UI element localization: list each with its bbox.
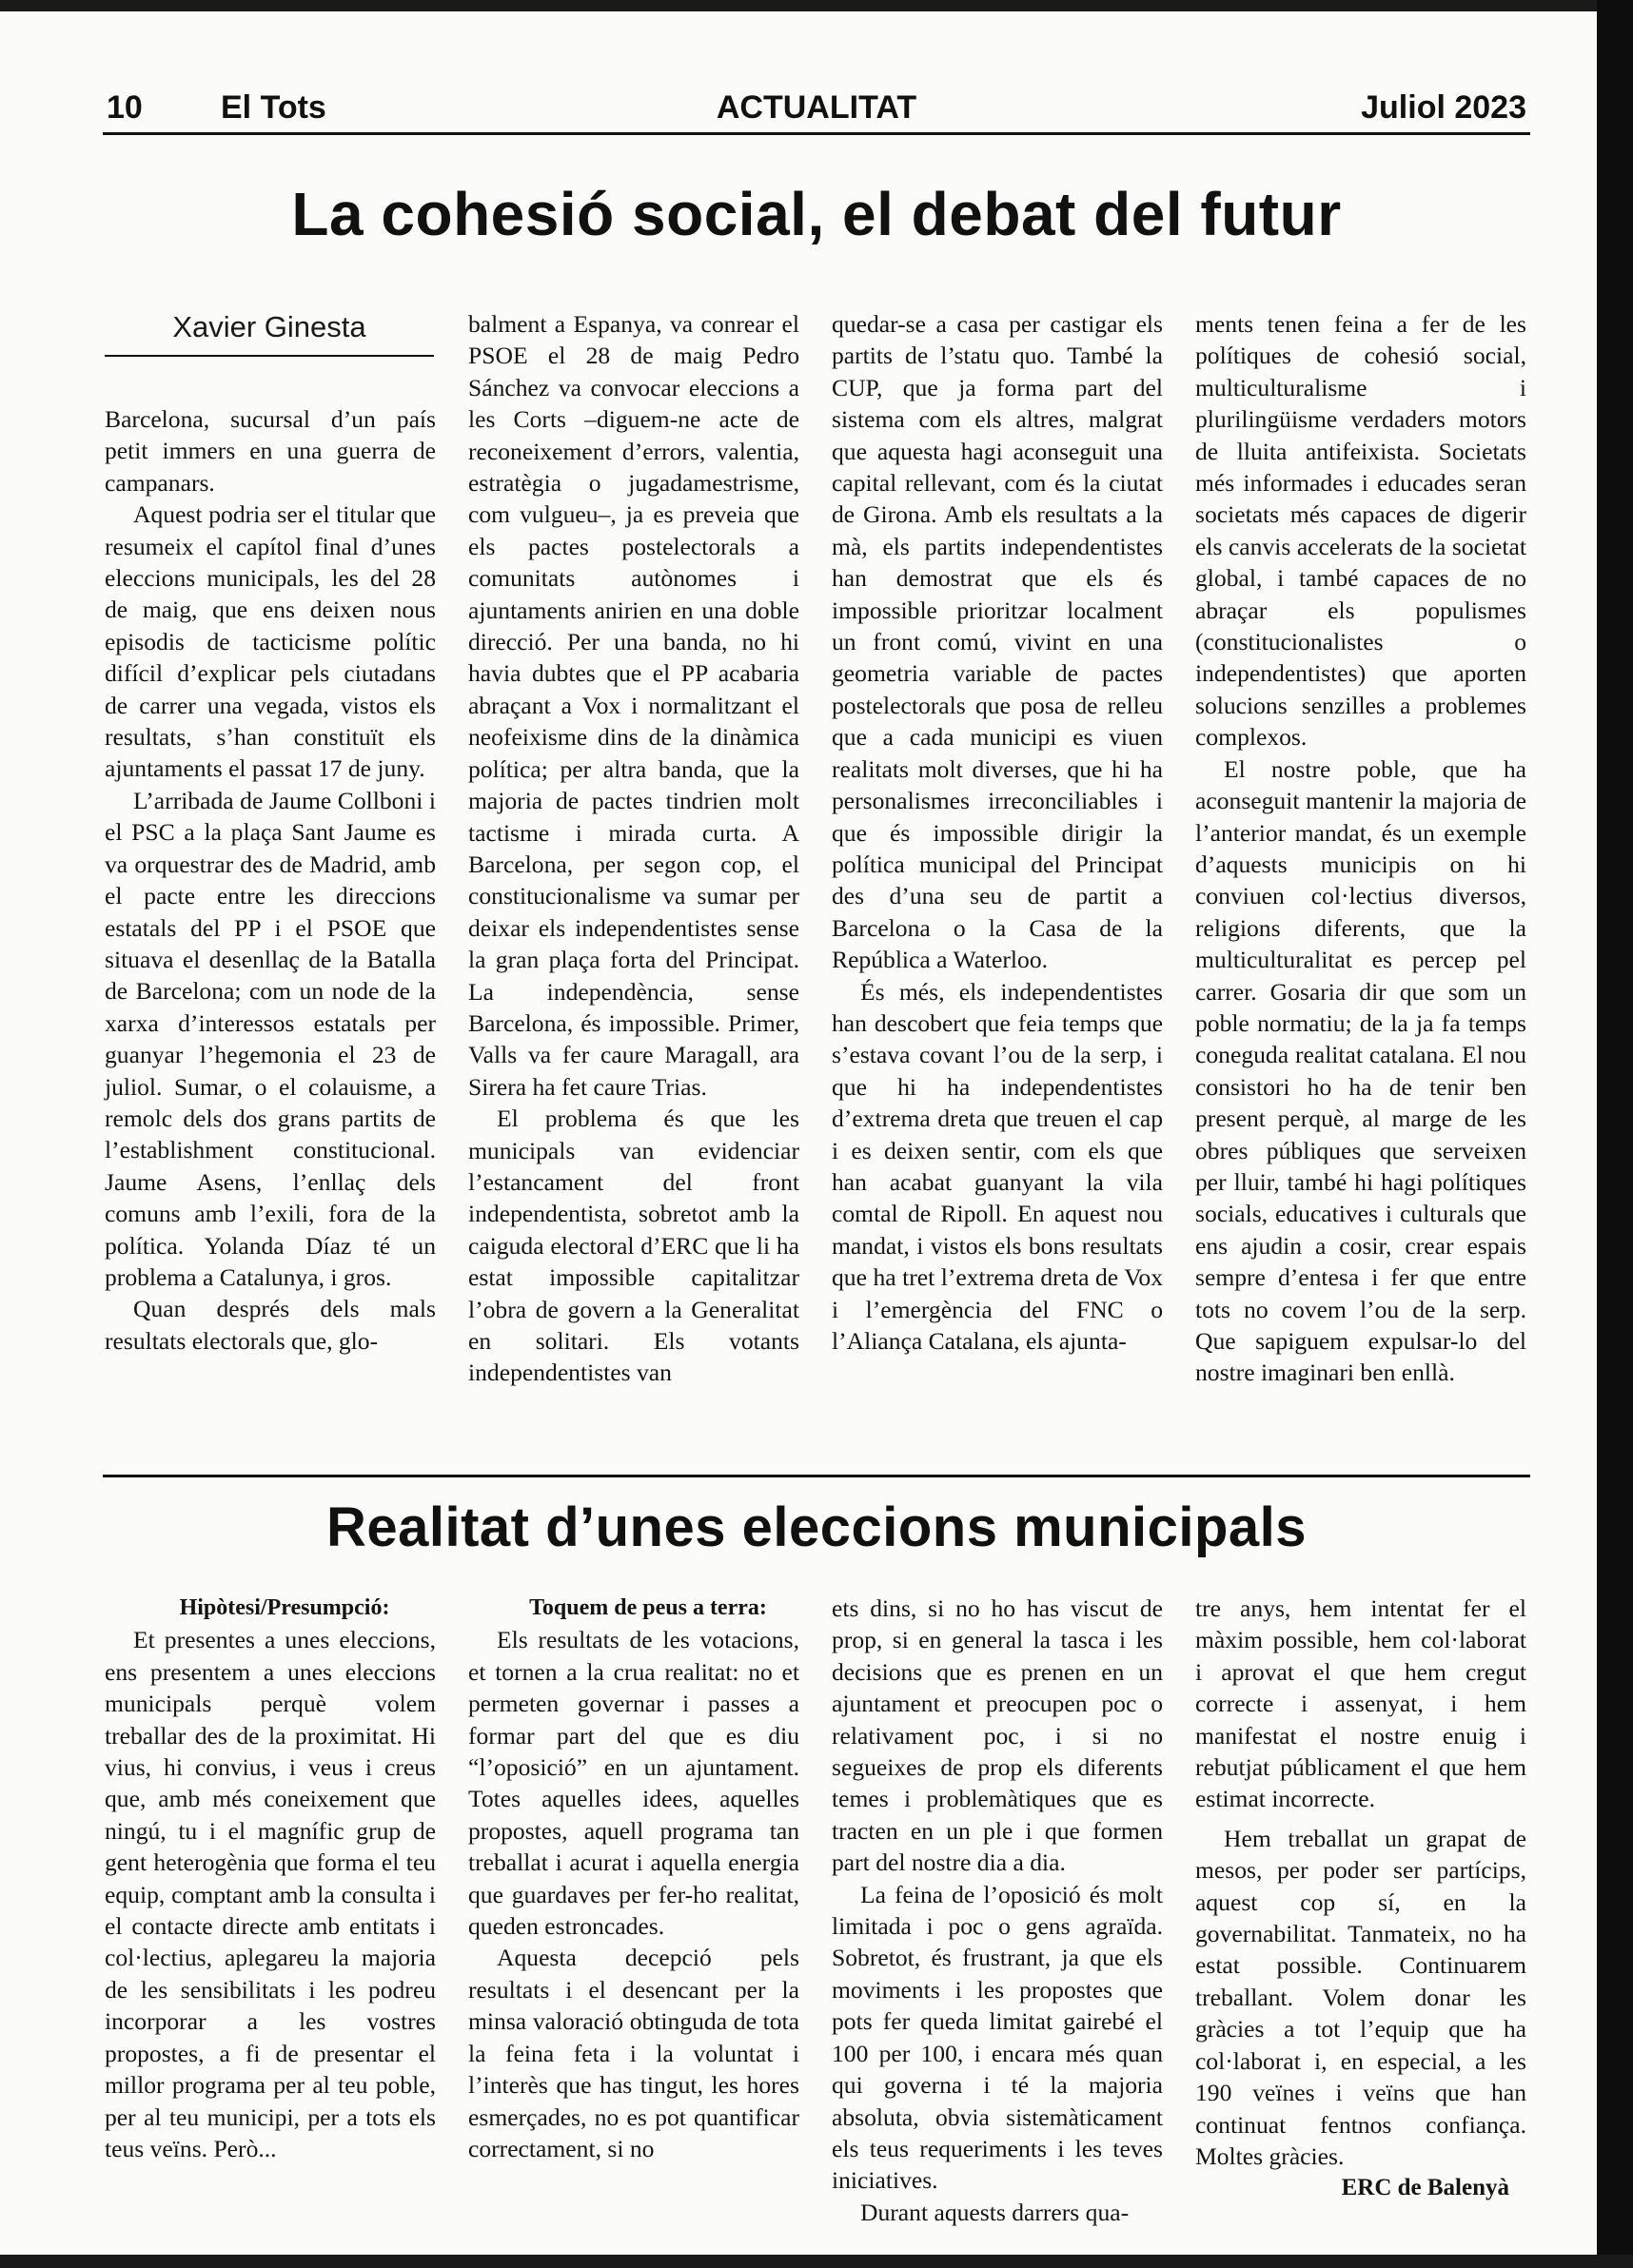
section-title: ACTUALITAT xyxy=(716,89,917,126)
article2-headline: Realitat d’unes eleccions municipals xyxy=(325,1496,1308,1558)
paragraph: tre anys, hem intentat fer el màxim possible, hem col·laborat i aprovat el que hem cregut correcte i assenyat, i hem manifestat el nostre enuig i rebutjat públicament el que hem estimat incorrecte. xyxy=(1195,1594,1526,1813)
paragraph: Hem treballat un grapat de mesos, per poder ser partícips, aquest cop sí, en la governabilitat. Tanmateix, no ha estat possible. Continuarem treballant. Volem donar les gràcies a tot l’equip que ha col·laborat i, en especial, a les 190 veïnes i veïns que han continuat fentnos confiança. Moltes gràcies. xyxy=(1195,1824,1526,2170)
paragraph: El problema és que les municipals van evidenciar l’estancament del front independentista, sobretot amb la caiguda electoral d’ERC que li ha estat impossible capitalitzar l’obra de govern a la Generalitat en solitari. Els votants independentistes van xyxy=(468,1105,799,1387)
paragraph: Durant aquests darrers qua- xyxy=(860,2198,1130,2226)
paragraph: quedar-se a casa per castigar els partits de l’statu quo. També la CUP, que ja forma part del sistema com els altres, malgrat que aquesta hagi aconseguit una capital rellevant, com és la ciutat de Girona. Amb els resultats a la mà, els partits independentistes han demostrat que els és impossible prioritzar localment un front comú, vivint en una geometria variable de pactes postelectorals que posa de relleu que a cada municipi es viuen realitats molt diverses, que hi ha personalismes irreconciliables i que és impossible dirigir la política municipal del Principat des d’una seu de partit a Barcelona o la Casa de la República a Waterloo. xyxy=(832,310,1163,974)
scan-border-right xyxy=(1597,0,1633,2268)
section-subhead: Hipòtesi/Presumpció: xyxy=(179,1595,390,1620)
article1-headline: La cohesió social, el debat del futur xyxy=(291,180,1342,248)
paragraph: És més, els independentistes han descobert que feia temps que s’estava covant l’ou de la serp, i que hi ha independentistes d’extrema dreta que treuen el cap i es deixen sentir, com els que han acabat guanyant la vila comtal de Ripoll. En aquest nou mandat, i vistos els bons resultats que ha tret l’extrema dreta de Vox i l’emergència del FNC o l’Aliança Catalana, els ajunta- xyxy=(832,977,1163,1355)
paragraph: ets dins, si no ho has viscut de prop, si en general la tasca i les decisions que es prenen en un ajuntament et preocupen poc o relativament poc, i si no segueixes de prop els diferents temes i problemàtiques que es tracten en un ple i que formen part del nostre dia a dia. xyxy=(832,1594,1163,1877)
publication-name: El Tots xyxy=(221,89,326,126)
page-number: 10 xyxy=(107,89,143,126)
paragraph: Aquesta decepció pels resultats i el desencant per la minsa valoració obtinguda de tota la feina feta i la voluntat i l’interès que has tingut, les hores esmerçades, no es pot quantificar correctament, si no xyxy=(468,1944,799,2162)
byline-rule xyxy=(105,355,434,357)
article2-column-3 xyxy=(832,1593,1163,2228)
issue-date: Juliol 2023 xyxy=(1361,89,1526,126)
article-separator-rule xyxy=(103,1475,1530,1477)
paragraph: Aquest podria ser el titular que resumeix el capítol final d’unes eleccions municipals, les del 28 de maig, que ens deixen nous episodis de tacticisme polític difícil d’explicar pels ciutadans de carrer una vegada, vistos els resultats, s’han constituït els ajuntaments el passat 17 de juny. xyxy=(105,500,436,783)
paragraph: ments tenen feina a fer de les polítiques de cohesió social, multiculturalisme i plurilingüisme verdaders motors de lluita antifeixista. Societats més informades i educades seran societats més capaces de digerir els canvis accelerats de la societat global, i també capaces de no abraçar els populismes (constitucionalistes o independentistes) que aporten solucions senzilles a problemes complexos. xyxy=(1195,310,1526,752)
article2-column-1 xyxy=(105,1593,436,2164)
article1-column-3 xyxy=(832,308,1163,1357)
paragraph: La feina de l’oposició és molt limitada i poc o gens agraïda. Sobretot, és frustrant, ja que els moviments i les propostes que pots fer queda limitat gairebé el 100 per 100, i encara més quan qui governa i té la majoria absoluta, obvia sistemàticament els teus requeriments i les teves iniciatives. xyxy=(832,1880,1163,2195)
section-subhead: Toquem de peus a terra: xyxy=(529,1595,767,1620)
paragraph: Barcelona, sucursal d’un país petit immers en una guerra de campanars. xyxy=(105,405,436,497)
paragraph: Quan després dels mals resultats electorals que, glo- xyxy=(105,1295,436,1355)
paragraph: Et presentes a unes eleccions, ens presentem a unes eleccions municipals perquè volem treballar des de la proximitat. Hi vius, hi convius, i veus i creus que, amb més coneixement que ningú, tu i el magnífic grup de gent heterogènia que forma el teu equip, comptant amb la consulta i el contacte directe amb entitats i col·lectius, aplegareu la majoria de les sensibilitats i les podreu incorporar a les vostres propostes, a fi de presentar el millor programa per al teu poble, per al teu municipi, per a tots els teus veïns. Però... xyxy=(105,1626,436,2162)
paragraph: El nostre poble, que ha aconseguit mantenir la majoria de l’anterior mandat, és un exemple d’aquests municipis on hi conviuen col·lectius diversos, religions diferents, que la multiculturalitat es percep pel carrer. Gosaria dir que som un poble normatiu; de la ja fa temps coneguda realitat catalana. El nou consistori ho ha de tenir ben present perquè, al marge de les obres públiques que serveixen per lluir, també hi hagi polítiques socials, educatives i culturals que ens ajudin a cosir, crear espais sempre d’entesa i fer que entre tots no covem l’ou de la serp. Que sapiguem expulsar-lo del nostre imaginari ben enllà. xyxy=(1195,754,1526,1387)
article1-column-4 xyxy=(1195,308,1526,1389)
paragraph: L’arribada de Jaume Collboni i el PSC a la plaça Sant Jaume es va orquestrar des de Madrid, amb el pacte entre les direccions estatals del PP i el PSOE que situava el desenllaç de la Batalla de Barcelona; com un node de la xarxa d’interessos estatals per guanyar l’hegemonia el 23 de juliol. Sumar, o el colauisme, a remolc dels dos grans partits de l’establishment constitucional. Jaume Asens, l’enllaç dels comuns amb l’exili, fora de la política. Yolanda Díaz té un problema a Catalunya, i gros. xyxy=(105,786,436,1291)
article1-column-1 xyxy=(105,403,436,1357)
running-header xyxy=(103,82,1530,129)
paragraph: Els resultats de les votacions, et tornen a la crua realitat: no et permeten governar i passes a formar part del que es diu “l’oposició” en un ajuntament. Totes aquelles idees, aquelles propostes, aquell programa tan treballat i acurat i aquella energia que guardaves per fer-ho realitat, queden estroncades. xyxy=(468,1626,799,1941)
article2-column-4 xyxy=(1195,1593,1526,2204)
article1-column-2 xyxy=(468,308,799,1389)
article2-column-2 xyxy=(468,1593,799,2164)
scan-border-bottom xyxy=(0,2255,1633,2268)
article2-signature: ERC de Balenyà xyxy=(1341,2175,1509,2201)
article1-author: Xavier Ginesta xyxy=(172,310,366,343)
scan-border-top xyxy=(0,0,1633,11)
header-rule xyxy=(103,132,1530,135)
paragraph: balment a Espanya, va conrear el PSOE el 28 de maig Pedro Sánchez va convocar eleccions a les Corts –diguem-ne acte de reconeixement d’errors, valentia, estratègia o jugadamestrisme, com vulgueu–, ja es preveia que els pactes postelectorals a comunitats autònomes i ajuntaments anirien en una doble direcció. Per una banda, no hi havia dubtes que el PP acabaria abraçant a Vox i normalitzant el neofeixisme dins de la dinàmica política; per altra banda, que la majoria de pactes tindrien molt tactisme i mirada curta. A Barcelona, per segon cop, el constitucionalisme va sumar per deixar els independentistes sense la gran plaça forta del Principat. La independència, sense Barcelona, és impossible. Primer, Valls va fer caure Maragall, ara Sirera ha fet caure Trias. xyxy=(468,310,799,1101)
